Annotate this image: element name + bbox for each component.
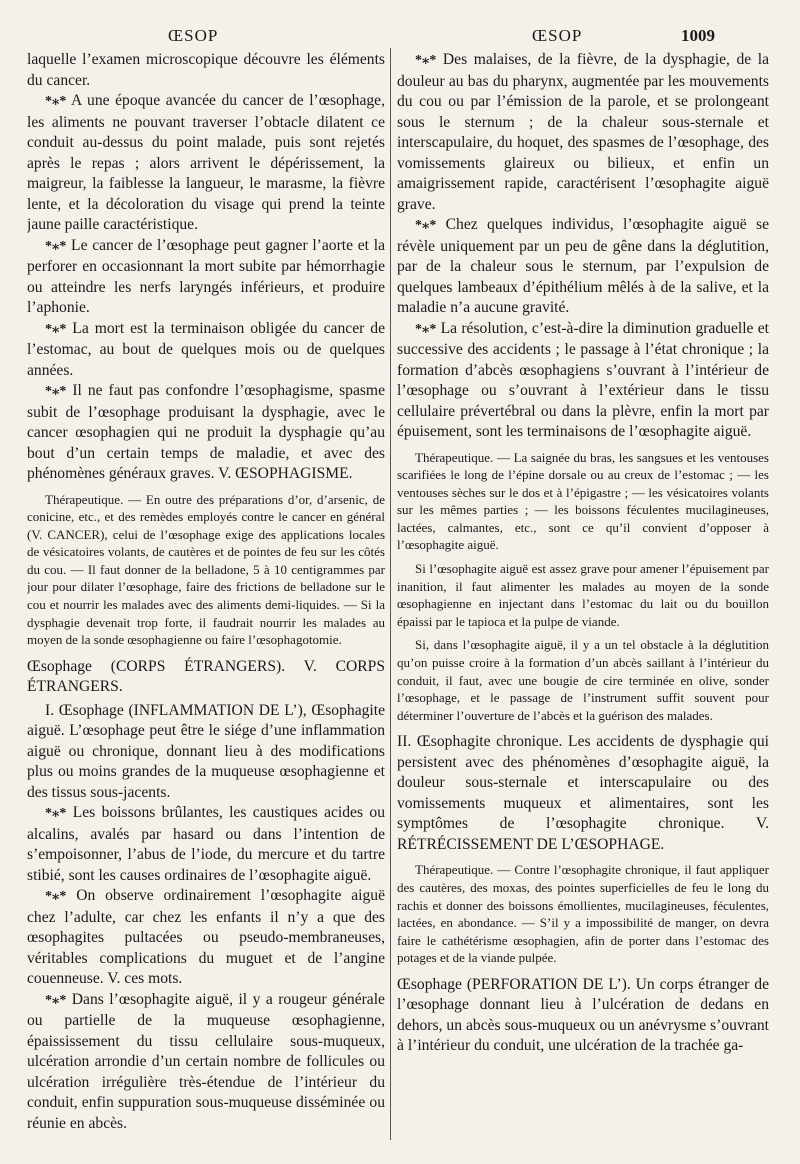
entry-heading: II. Œsophagite chronique. Les accidents de dysphagie qui persistent avec des phénomènes d’œsophagite aiguë, la douleur sous-sternale et interscapulaire ou des vomissements muqueux et alimentaires, sont les symptômes de l’œsophagite chronique. V. RÉTRÉCISSEMENT DE L’ŒSOPHAGE.: [397, 733, 769, 853]
paragraph: *⁎* Dans l’œsophagite aiguë, il y a rougeur générale ou partielle de la muqueuse œsophagienne, épaississement du tissu cellulaire sous-muqueux, ulcération arrondie d’un certain nombre de follicules ou ulcération irrégulière très-étendue de l’intérieur du conduit, enfin suppuration sous-muqueuse disséminée ou réunie en abcès.: [27, 990, 385, 1132]
page-number: 1009: [681, 26, 715, 45]
right-column: [397, 50, 769, 1145]
asterism: *⁎*: [45, 889, 67, 905]
therapeutics-note: Thérapeutique. — La saignée du bras, les sangsues et les ventouses scarifiées le long de l’épine dorsale ou au creux de l’estomac ; — les ventouses sèches sur le dos et à l’épigastre ; — les vésicatoires volants sur les mêmes parties ; — les boissons féculentes mucilagineuses, lactées, calmantes, etc., sont ce qu’il convient d’opposer à l’œsophagite aiguë.: [397, 449, 769, 553]
asterism: *⁎*: [415, 321, 437, 337]
therapeutics-note: Thérapeutique. — Contre l’œsophagite chronique, il faut appliquer des cautères, des moxas, des pointes superficielles de feu le long du rachis et donner des boissons émollientes, mucilagineuses, féculentes, lactées, en abondance. — S’il y a impossibilité de manger, on devra faire le cathétérisme œsophagien, afin de porter dans l’estomac des potages et de la viande pulpée.: [397, 862, 769, 966]
asterism: *⁎*: [45, 992, 67, 1008]
paragraph: *⁎* La résolution, c’est-à-dire la diminution graduelle et successive des accidents ; le passage à l’état chronique ; la formation d’abcès œsophagiens s’ouvrant à l’intérieur de l’œsophage ou s’ouvrant à l’extérieur dans le tissu cellulaire prévertébral ou dans la plèvre, enfin la mort par épuisement, sont les terminaisons de l’œsophagite aiguë.: [397, 319, 769, 440]
header-right-word: ŒSOP: [532, 26, 583, 45]
entry-heading: Œsophage (CORPS ÉTRANGERS). V. CORPS ÉTRANGERS.: [27, 657, 385, 696]
paragraph: *⁎* La mort est la terminaison obligée du cancer de l’estomac, au bout de quelques mois ou de quelques années.: [27, 319, 385, 379]
asterism: *⁎*: [45, 384, 67, 399]
entry-heading: Œsophage (PERFORATION DE L’). Un corps étranger de l’œsophage donnant lieu à l’ulcération de dedans en dehors, un abcès sous-muqueux ou un anévrysme s’ouvrant à l’intérieur du conduit, une ulcération de la trachée ga-: [397, 975, 769, 1055]
asterism: *⁎*: [45, 94, 67, 109]
paragraph: *⁎* Les boissons brûlantes, les caustiques acides ou alcalins, avalés par hasard ou dans l’intention de s’empoisonner, l’abus de l’iode, du mercure et du tartre stibié, sont les causes ordinaires de l’œsophagite aiguë.: [27, 804, 385, 884]
running-header: [0, 26, 800, 52]
paragraph: *⁎* Chez quelques individus, l’œsophagite aiguë se révèle uniquement par un peu de gêne dans la déglutition, par de la chaleur sous le sternum, par l’expulsion de quelques lambeaux d’épithélium mêlés à de la salive, et la maladie n’a aucune gravité.: [397, 216, 769, 316]
paragraph: *⁎* On observe ordinairement l’œsophagite aiguë chez l’adulte, car chez les enfants il n’y a que des œsophagites pultacées ou pseudo-membraneuses, véritables complications du muguet et de l’angine couenneuse. V. ces mots.: [27, 887, 385, 988]
column-divider: [390, 48, 391, 1140]
asterism: *⁎*: [45, 321, 67, 337]
therapeutics-note: Thérapeutique. — En outre des préparations d’or, d’arsenic, de conicine, etc., et des remèdes employés contre le cancer en général (V. CANCER), celui de l’œsophage exige des applications locales de vésicatoires volants, de cautères et de pointes de feu sur les côtés du cou. — Il faut donner de la belladone, 5 à 10 centigrammes par jour pour dilater l’œsophage, faire des frictions de belladone sur le cou et nourrir les malades avec des aliments demi-liquides. — Si la dysphagie devenait trop forte, il faudrait nourrir les malades au moyen de la sonde œsophagienne ou faire l’œsophagotomie.: [27, 491, 385, 648]
paragraph: laquelle l’examen microscopique découvre les éléments du cancer.: [27, 51, 385, 89]
header-left-word: ŒSOP: [168, 26, 219, 45]
paragraph: *⁎* Le cancer de l’œsophage peut gagner l’aorte et la perforer en occasionnant la mort subite par hémorrhagie ou atteindre les nerfs laryngés inférieurs, et produire l’aphonie.: [27, 236, 385, 316]
paragraph: *⁎* Des malaises, de la fièvre, de la dysphagie, de la douleur au bas du pharynx, augmentée par les mouvements du cou ou par l’émission de la parole, et se prolongeant sous le sternum ; de la chaleur sous-sternale et interscapulaire, du hoquet, des spasmes de l’œsophage, des vomissements glaireux ou bilieux, et enfin un amaigrissement rapide, caractérisent l’œsophagite aiguë grave.: [397, 51, 769, 213]
paragraph: I. Œsophage (INFLAMMATION DE L’), Œsophagite aiguë. L’œsophage peut être le siége d’une inflammation aiguë ou chronique, donnant lieu à des modifications plus ou moins grandes de la muqueuse œsophagienne et des tissus sous-jacents.: [27, 701, 385, 801]
small-paragraph: Si, dans l’œsophagite aiguë, il y a un tel obstacle à la déglutition qu’on puisse croire à la formation d’un abcès saillant à l’intérieur du conduit, il faut, avec une bougie de cire terminée en olive, sonder l’œsophage, et le passage de l’instrument suffit souvent pour déterminer l’ouverture de l’abcès et la guérison des malades.: [397, 637, 769, 723]
paragraph: *⁎* Il ne faut pas confondre l’œsophagisme, spasme subit de l’œsophage produisant la dysphagie, avec le cancer œsophagien qui ne produit la dysphagie qu’au bout d’un certain temps de maladie, et avec des phénomènes généraux graves. V. ŒSOPHAGISME.: [27, 382, 385, 482]
left-column: [27, 50, 385, 1145]
paragraph: *⁎* A une époque avancée du cancer de l’œsophage, les aliments ne pouvant traverser l’obtacle dilatent ce conduit au-dessus du point malade, puis sont rejetés après le repas ; alors arrivent le dépérissement, la maigreur, la faiblesse la langueur, le marasme, la fièvre lente, et la décoloration du visage qui prend la teinte jaune paille caractéristique.: [27, 92, 385, 233]
asterism: *⁎*: [45, 806, 67, 822]
asterism: *⁎*: [45, 238, 67, 254]
small-paragraph: Si l’œsophagite aiguë est assez grave pour amener l’épuisement par inanition, il faut alimenter les malades au moyen de la sonde œsophagienne en injectant dans l’estomac du lait ou du bouillon épaissi par le tapioca et la pulpe de viande.: [397, 561, 769, 629]
asterism: *⁎*: [415, 218, 437, 233]
asterism: *⁎*: [415, 53, 437, 68]
